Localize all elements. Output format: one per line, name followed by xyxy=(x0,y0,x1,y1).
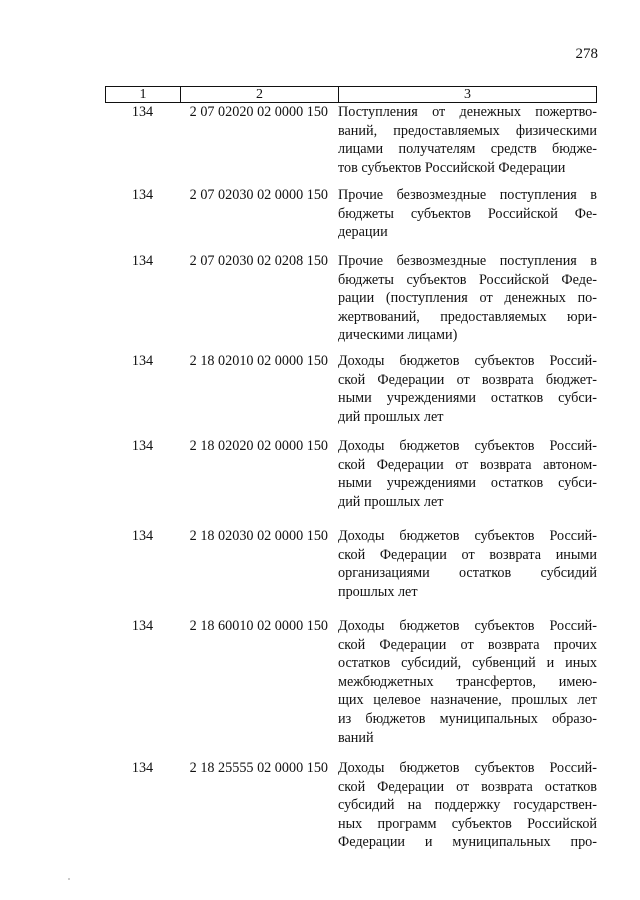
budget-code-cell: 2 18 25555 02 0000 150 xyxy=(189,760,328,776)
budget-code-cell: 2 18 02030 02 0000 150 xyxy=(189,528,328,544)
description-cell xyxy=(338,186,597,242)
description-line: Доходы бюджетов субъектов Россий- xyxy=(338,353,597,369)
header-col-2: 2 xyxy=(181,87,339,102)
description-cell xyxy=(338,252,597,345)
table-row xyxy=(105,186,597,242)
description-line: ской Федерации от возврата прочих xyxy=(338,636,597,653)
description-line: Доходы бюджетов субъектов Россий- xyxy=(338,528,597,544)
description-line: из бюджетов муниципальных образо- xyxy=(338,710,597,727)
description-line: тов субъектов Российской Федерации xyxy=(338,159,566,176)
description-line: ных программ субъектов Российской xyxy=(338,815,597,832)
description-line: рации (поступления от денежных по- xyxy=(338,290,597,307)
description-line: ской Федерации от возврата иными xyxy=(338,546,597,563)
table-row xyxy=(105,103,597,177)
description-line: дерации xyxy=(338,224,388,241)
table-row xyxy=(105,527,597,601)
admin-code-cell: 134 xyxy=(131,104,154,120)
admin-code-cell: 134 xyxy=(131,187,154,203)
header-col-3: 3 xyxy=(464,87,471,102)
table-row xyxy=(105,437,597,511)
description-line: ными учреждениями остатков субси- xyxy=(338,390,597,407)
admin-code-cell: 134 xyxy=(131,438,154,454)
description-line: прошлых лет xyxy=(338,583,418,600)
budget-code-cell: 2 18 60010 02 0000 150 xyxy=(189,618,328,634)
admin-code-cell: 134 xyxy=(131,253,154,269)
admin-code-cell: 134 xyxy=(131,528,154,544)
admin-code-cell: 134 xyxy=(131,353,154,369)
description-line: ными учреждениями остатков субси- xyxy=(338,475,597,492)
table-header xyxy=(105,86,597,103)
table-row xyxy=(105,759,597,852)
description-line: Прочие безвозмездные поступления в xyxy=(338,187,597,203)
description-line: дий прошлых лет xyxy=(338,408,444,425)
budget-code-cell: 2 07 02020 02 0000 150 xyxy=(189,104,328,120)
description-line: Доходы бюджетов субъектов Россий- xyxy=(338,438,597,454)
budget-code-cell: 2 07 02030 02 0208 150 xyxy=(189,253,328,269)
description-line: Федерации и муниципальных про- xyxy=(338,834,597,851)
budget-code-cell: 2 18 02010 02 0000 150 xyxy=(189,353,328,369)
description-line: ваний, предоставляемых физическими xyxy=(338,122,597,139)
description-line: щих целевое назначение, прошлых лет xyxy=(338,692,597,709)
table-row xyxy=(105,352,597,426)
description-line: остатков субсидий, субвенций и иных xyxy=(338,655,597,672)
description-cell xyxy=(338,352,597,426)
description-line: Прочие безвозмездные поступления в xyxy=(338,253,597,269)
description-cell xyxy=(338,437,597,511)
description-cell xyxy=(338,759,597,852)
description-line: жертвований, предоставляемых юри- xyxy=(338,308,597,325)
description-cell xyxy=(338,527,597,601)
description-line: дическими лицами) xyxy=(338,327,458,344)
table-row xyxy=(105,252,597,345)
description-line: дий прошлых лет xyxy=(338,493,444,510)
scan-speck xyxy=(68,878,70,880)
description-line: организациями остатков субсидий xyxy=(338,565,597,582)
description-line: лицами получателям средств бюдже- xyxy=(338,141,597,158)
description-line: Доходы бюджетов субъектов Россий- xyxy=(338,618,597,634)
admin-code-cell: 134 xyxy=(131,760,154,776)
description-line: ской Федерации от возврата бюджет- xyxy=(338,371,597,388)
description-line: ваний xyxy=(338,729,374,746)
description-line: бюджеты субъектов Российской Феде- xyxy=(338,271,597,288)
description-line: ской Федерации от возврата автоном- xyxy=(338,456,597,473)
description-line: ской Федерации от возврата остатков xyxy=(338,778,597,795)
description-line: Поступления от денежных пожертво- xyxy=(338,104,597,120)
description-line: бюджеты субъектов Российской Фе- xyxy=(338,205,597,222)
description-cell xyxy=(338,103,597,177)
admin-code-cell: 134 xyxy=(131,618,154,634)
description-line: Доходы бюджетов субъектов Россий- xyxy=(338,760,597,776)
table-row xyxy=(105,617,597,747)
header-col-1: 1 xyxy=(106,87,181,102)
budget-code-cell: 2 18 02020 02 0000 150 xyxy=(189,438,328,454)
description-line: субсидий на поддержку государствен- xyxy=(338,797,597,814)
description-line: межбюджетных трансфертов, имею- xyxy=(338,673,597,690)
page-number: 278 xyxy=(575,46,598,62)
description-cell xyxy=(338,617,597,747)
budget-code-cell: 2 07 02030 02 0000 150 xyxy=(189,187,328,203)
